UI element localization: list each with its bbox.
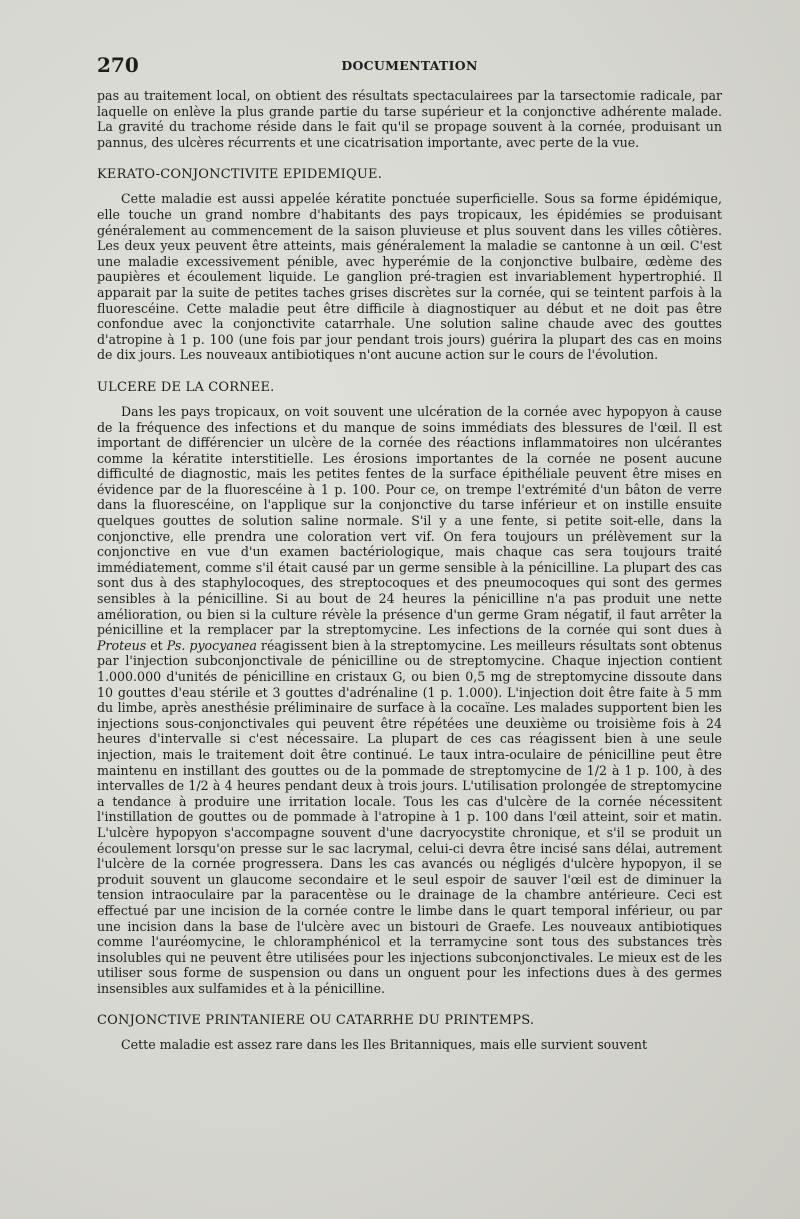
ulcere-paragraph xyxy=(97,404,722,997)
intro-paragraph: pas au traitement local, on obtient des résultats spectaculairees par la tarsectomie radicale, par laquelle on enlève la plus grande partie du tarse supérieur et la conjonctive adhérente malade. La gravité du trachome réside dans le fait qu'il se propage souvent à la cornée, produisant un pannus, des ulcères récurrents et une cicatrisation importante, avec perte de la vue. xyxy=(97,88,722,150)
ulcere-italic-pyocyanea: Ps. pyocyanea xyxy=(166,637,257,653)
document-body xyxy=(97,88,722,1053)
running-head: DOCUMENTATION xyxy=(341,58,478,73)
section-heading-printaniere: CONJONCTIVE PRINTANIERE OU CATARRHE DU PRINTEMPS. xyxy=(97,1013,535,1029)
ulcere-text-part1: Dans les pays tropicaux, on voit souvent une ulcération de la cornée avec hypopyon à cause de la fréquence des infections et du manque de soins immédiats des blessures de l'œil. Il est important de différencier un ulcère de la cornée des réactions inflammatoires non ulcérantes comme la kératite interstitielle. Les érosions importantes de la cornée ne posent aucune difficulté de diagnostic, mais les petites fentes de la surface épithéliale peuvent être mises en évidence par de la fluorescéine à 1 p. 100. Pour ce, on trempe l'extrémité d'un bâton de verre dans la fluorescéine, on l'applique sur la conjonctive du tarse inférieur et on instille ensuite quelques gouttes de solution saline normale. S'il y a une fente, si petite soit-elle, dans la conjonctive, elle prendra une coloration vert vif. On fera toujours un prélèvement sur la conjonctive en vue d'un examen bactériologique, mais chaque cas sera toujours traité immédiatement, comme s'il était causé par un germe sensible à la pénicilline. La plupart des cas sont dus à des staphylocoques, des streptocoques et des pneumocoques qui sont des germes sensibles à la pénicilline. Si au bout de 24 heures la pénicilline n'a pas produit une nette amélioration, ou bien si la culture révèle la présence d'un germe Gram négatif, il faut arrêter la pénicilline et la remplacer par la streptomycine. Les infections de la cornée qui sont dues à xyxy=(97,403,722,638)
page-header xyxy=(97,50,722,80)
ulcere-italic-proteus: Proteus xyxy=(97,637,147,653)
page-number: 270 xyxy=(97,53,139,77)
section-heading-kerato: KERATO-CONJONCTIVITE EPIDEMIQUE. xyxy=(97,167,383,183)
ulcere-connector: et xyxy=(146,637,167,653)
ulcere-text-part2: réagissent bien à la streptomycine. Les meilleurs résultats sont obtenus par l'injection subconjonctivale de pénicilline ou de streptomycine. Chaque injection contient 1.000.000 d'unités de pénicilline en cristaux G, ou bien 0,5 mg de streptomycine dissoute dans 10 gouttes d'eau stérile et 3 gouttes d'adrénaline (1 p. 1.000). L'injection doit être faite à 5 mm du limbe, après anesthésie préliminaire de surface à la cocaïne. Les malades supportent bien les injections sous-conjonctivales qui peuvent être répétées une deuxième ou troisième fois à 24 heures d'intervalle si c'est nécessaire. La plupart de ces cas réagissent bien à une seule injection, mais le traitement doit être continué. Le taux intra-oculaire de pénicilline peut être maintenu en instillant des gouttes ou de la pommade de streptomycine de 1/2 à 1 p. 100, à des intervalles de 1/2 à 4 heures pendant deux à trois jours. L'utilisation prolongée de streptomycine a tendance à produire une irritation locale. Tous les cas d'ulcère de la cornée nécessitent l'instillation de gouttes ou de pommade à l'atropine à 1 p. 100 dans l'œil atteint, soir et matin. L'ulcère hypopyon s'accompagne souvent d'une dacryocystite chronique, et s'il se produit un écoulement lorsqu'on presse sur le sac lacrymal, celui-ci devra être incisé sans délai, autrement l'ulcère de la cornée progressera. Dans les cas avancés ou négligés d'ulcère hypopyon, il se produit souvent un glaucome secondaire et le seul espoir de sauver l'œil est de diminuer la tension intraoculaire par la paracentèse ou le drainage de la chambre antérieure. Ceci est effectué par une incision de la cornée contre le limbe dans le quart temporal inférieur, ou par une incision dans la base de l'ulcère avec un bistouri de Graefe. Les nouveaux antibiotiques comme l'auréomycine, le chloramphénicol et la terramycine sont tous des substances très insolubles qui ne peuvent être utilisées pour les injections subconjonctivales. Le mieux est de les utiliser sous forme de suspension ou dans un onguent pour les infections dues à des germes insensibles aux sulfamides et à la pénicilline. xyxy=(97,637,722,996)
document-page xyxy=(97,0,722,1219)
printaniere-paragraph: Cette maladie est assez rare dans les Iles Britanniques, mais elle survient souvent xyxy=(121,1037,648,1053)
section-heading-ulcere: ULCERE DE LA CORNEE. xyxy=(97,379,275,395)
kerato-paragraph: Cette maladie est aussi appelée kératite ponctuée superficielle. Sous sa forme épidémique, elle touche un grand nombre d'habitants des pays tropicaux, les épidémies se produisant généralement au commencement de la saison pluvieuse et plus souvent dans les villes côtières. Les deux yeux peuvent être atteints, mais généralement la maladie se cantonne à un œil. C'est une maladie excessivement pénible, avec hyperémie de la conjonctive bulbaire, œdème des paupières et écoulement liquide. Le ganglion pré-tragien est invariablement hypertrophié. Il apparait par la suite de petites taches grises discrètes sur la cornée, qui se teintent parfois à la fluorescéine. Cette maladie peut être difficile à diagnostiquer au début et ne doit pas être confondue avec la conjonctivite catarrhale. Une solution saline chaude avec des gouttes d'atropine à 1 p. 100 (une fois par jour pendant trois jours) guérira la plupart des cas en moins de dix jours. Les nouveaux antibiotiques n'ont aucune action sur le cours de l'évolution. xyxy=(97,191,722,363)
